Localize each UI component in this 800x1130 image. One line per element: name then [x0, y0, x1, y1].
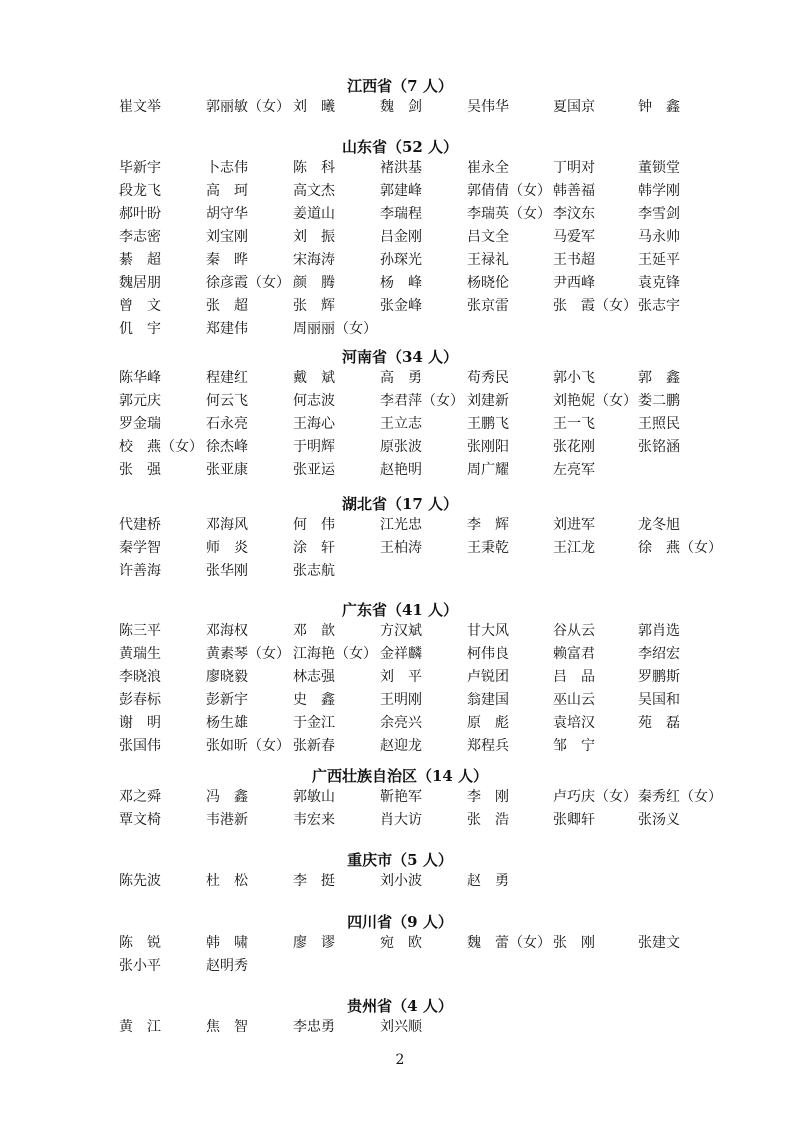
person-name: 张如昕（女）	[206, 738, 290, 754]
person-name: 王海心	[293, 416, 335, 432]
name-row	[119, 1016, 800, 1039]
person-name: 刘 平	[380, 669, 422, 685]
person-name: 张华刚	[206, 563, 248, 579]
person-name: 江海艳（女）	[293, 646, 377, 662]
person-name: 黄素琴（女）	[206, 646, 290, 662]
person-name: 郭元庆	[119, 393, 161, 409]
person-name: 左亮军	[553, 462, 595, 478]
person-name: 张京雷	[467, 298, 509, 314]
name-row	[119, 96, 800, 119]
person-name: 校 燕（女）	[119, 439, 203, 455]
person-name: 郭肖选	[638, 623, 680, 639]
name-row	[119, 870, 800, 893]
person-name: 廖 谬	[293, 935, 335, 951]
person-name: 杨晓伦	[467, 275, 509, 291]
person-name: 段龙飞	[119, 183, 161, 199]
name-row	[119, 413, 800, 436]
person-name: 王书超	[553, 252, 595, 268]
person-name: 许善海	[119, 563, 161, 579]
name-row	[119, 689, 800, 712]
person-name: 胡守华	[206, 206, 248, 222]
person-name: 原张波	[380, 439, 422, 455]
person-name: 徐 燕（女）	[638, 540, 722, 556]
person-name: 巫山云	[553, 692, 595, 708]
person-name: 余亮兴	[380, 715, 422, 731]
person-name: 褚洪基	[380, 160, 422, 176]
person-name: 刘兴顺	[380, 1019, 422, 1035]
province-section	[0, 494, 800, 583]
person-name: 娄二鹏	[638, 393, 680, 409]
person-name: 邓之舜	[119, 789, 161, 805]
person-name: 江光忠	[380, 517, 422, 533]
person-name: 张 霞（女）	[553, 298, 637, 314]
person-name: 周广耀	[467, 462, 509, 478]
person-name: 魏居朋	[119, 275, 161, 291]
person-name: 吴伟华	[467, 99, 509, 115]
person-name: 郭丽敏（女）	[206, 99, 290, 115]
person-name: 韩善福	[553, 183, 595, 199]
person-name: 袁培汉	[553, 715, 595, 731]
person-name: 王照民	[638, 416, 680, 432]
person-name: 王柏涛	[380, 540, 422, 556]
name-row	[119, 514, 800, 537]
person-name: 王禄礼	[467, 252, 509, 268]
person-name: 郑建伟	[206, 321, 248, 337]
person-name: 魏 剑	[380, 99, 422, 115]
name-row	[119, 666, 800, 689]
name-row	[119, 809, 800, 832]
province-heading: 广东省（41 人）	[341, 601, 459, 619]
person-name: 李 挺	[293, 873, 335, 889]
person-name: 张志宇	[638, 298, 680, 314]
person-name: 魏 蕾（女）	[467, 935, 551, 951]
person-name: 金祥麟	[380, 646, 422, 662]
person-name: 谢 明	[119, 715, 161, 731]
province-heading: 重庆市（5 人）	[347, 851, 453, 869]
person-name: 卜志伟	[206, 160, 248, 176]
province-section	[0, 766, 800, 832]
name-row	[119, 272, 800, 295]
person-name: 郭倩倩（女）	[467, 183, 551, 199]
name-row	[119, 537, 800, 560]
person-name: 张新春	[293, 738, 335, 754]
person-name: 张亚康	[206, 462, 248, 478]
province-section	[0, 347, 800, 482]
person-name: 黄 江	[119, 1019, 161, 1035]
person-name: 马永帅	[638, 229, 680, 245]
person-name: 卢锐团	[467, 669, 509, 685]
person-name: 李汶东	[553, 206, 595, 222]
person-name: 郭敏山	[293, 789, 335, 805]
person-name: 彭新宇	[206, 692, 248, 708]
person-name: 董锁堂	[638, 160, 680, 176]
person-name: 肖大访	[380, 812, 422, 828]
province-section	[0, 76, 800, 119]
person-name: 杜 松	[206, 873, 248, 889]
person-name: 原 彪	[467, 715, 509, 731]
person-name: 于金江	[293, 715, 335, 731]
name-row	[119, 459, 800, 482]
person-name: 夏国京	[553, 99, 595, 115]
name-row	[119, 295, 800, 318]
person-name: 徐杰峰	[206, 439, 248, 455]
person-name: 陈华峰	[119, 370, 161, 386]
person-name: 罗金瑞	[119, 416, 161, 432]
person-name: 翁建国	[467, 692, 509, 708]
province-heading: 湖北省（17 人）	[341, 495, 459, 513]
person-name: 张 强	[119, 462, 161, 478]
province-heading: 贵州省（4 人）	[347, 997, 453, 1015]
name-row	[119, 157, 800, 180]
person-name: 王明刚	[380, 692, 422, 708]
person-name: 张国伟	[119, 738, 161, 754]
page-number: 2	[395, 1052, 405, 1068]
person-name: 马爱军	[553, 229, 595, 245]
person-name: 邓海风	[206, 517, 248, 533]
province-section	[0, 600, 800, 758]
person-name: 李 刚	[467, 789, 509, 805]
person-name: 陈三平	[119, 623, 161, 639]
person-name: 姜道山	[293, 206, 335, 222]
person-name: 石永亮	[206, 416, 248, 432]
person-name: 杨 峰	[380, 275, 422, 291]
person-name: 卢巧庆（女）	[553, 789, 637, 805]
province-heading: 河南省（34 人）	[341, 348, 459, 366]
person-name: 覃文椅	[119, 812, 161, 828]
name-row	[119, 249, 800, 272]
person-name: 张汤义	[638, 812, 680, 828]
person-name: 韩 啸	[206, 935, 248, 951]
person-name: 丁明对	[553, 160, 595, 176]
person-name: 张 辉	[293, 298, 335, 314]
person-name: 张志航	[293, 563, 335, 579]
province-heading: 山东省（52 人）	[341, 138, 459, 156]
person-name: 崔永全	[467, 160, 509, 176]
person-name: 王江龙	[553, 540, 595, 556]
person-name: 张 刚	[553, 935, 595, 951]
province-section	[0, 137, 800, 341]
person-name: 颜 腾	[293, 275, 335, 291]
person-name: 张花刚	[553, 439, 595, 455]
person-name: 李晓浪	[119, 669, 161, 685]
person-name: 陈 锐	[119, 935, 161, 951]
person-name: 郭小飞	[553, 370, 595, 386]
person-name: 彭春标	[119, 692, 161, 708]
person-name: 程建红	[206, 370, 248, 386]
person-name: 郭 鑫	[638, 370, 680, 386]
person-name: 谷从云	[553, 623, 595, 639]
person-name: 王鹏飞	[467, 416, 509, 432]
person-name: 史 鑫	[293, 692, 335, 708]
person-name: 代建桥	[119, 517, 161, 533]
person-name: 李瑞英（女）	[467, 206, 551, 222]
person-name: 李忠勇	[293, 1019, 335, 1035]
person-name: 张建文	[638, 935, 680, 951]
person-name: 郭建峰	[380, 183, 422, 199]
person-name: 苟秀民	[467, 370, 509, 386]
person-name: 王延平	[638, 252, 680, 268]
name-row	[119, 560, 800, 583]
person-name: 曾 文	[119, 298, 161, 314]
person-name: 邓 歆	[293, 623, 335, 639]
person-name: 冯 鑫	[206, 789, 248, 805]
person-name: 崔文举	[119, 99, 161, 115]
name-row	[119, 712, 800, 735]
person-name: 李君萍（女）	[380, 393, 464, 409]
person-name: 刘 振	[293, 229, 335, 245]
person-name: 张亚运	[293, 462, 335, 478]
person-name: 韦宏来	[293, 812, 335, 828]
person-name: 韩学刚	[638, 183, 680, 199]
person-name: 綦 超	[119, 252, 161, 268]
name-row	[119, 620, 800, 643]
person-name: 李雪剑	[638, 206, 680, 222]
name-row	[119, 390, 800, 413]
person-name: 袁克锋	[638, 275, 680, 291]
person-name: 林志强	[293, 669, 335, 685]
person-name: 孙琛光	[380, 252, 422, 268]
person-name: 邓海权	[206, 623, 248, 639]
person-name: 张小平	[119, 958, 161, 974]
person-name: 赵艳明	[380, 462, 422, 478]
person-name: 秦 晔	[206, 252, 248, 268]
person-name: 吕文全	[467, 229, 509, 245]
person-name: 甘大风	[467, 623, 509, 639]
name-row	[119, 367, 800, 390]
person-name: 宋海涛	[293, 252, 335, 268]
person-name: 罗鹏斯	[638, 669, 680, 685]
person-name: 龙冬旭	[638, 517, 680, 533]
name-row	[119, 955, 800, 978]
person-name: 钟 鑫	[638, 99, 680, 115]
person-name: 吕 品	[553, 669, 595, 685]
person-name: 李 辉	[467, 517, 509, 533]
person-name: 毕新宇	[119, 160, 161, 176]
person-name: 刘宝刚	[206, 229, 248, 245]
person-name: 赵明秀	[206, 958, 248, 974]
person-name: 张卿轩	[553, 812, 595, 828]
person-name: 方汉斌	[380, 623, 422, 639]
name-row	[119, 226, 800, 249]
person-name: 张刚阳	[467, 439, 509, 455]
person-name: 刘艳妮（女）	[553, 393, 637, 409]
person-name: 宛 欧	[380, 935, 422, 951]
person-name: 韦港新	[206, 812, 248, 828]
person-name: 杨生雄	[206, 715, 248, 731]
person-name: 焦 智	[206, 1019, 248, 1035]
person-name: 周丽丽（女）	[293, 321, 377, 337]
person-name: 涂 轩	[293, 540, 335, 556]
name-row	[119, 786, 800, 809]
person-name: 赵 勇	[467, 873, 509, 889]
person-name: 张铭涵	[638, 439, 680, 455]
person-name: 秦秀红（女）	[638, 789, 722, 805]
person-name: 戴 斌	[293, 370, 335, 386]
name-row	[119, 643, 800, 666]
name-row	[119, 735, 800, 758]
person-name: 王一飞	[553, 416, 595, 432]
person-name: 黄瑞生	[119, 646, 161, 662]
person-name: 高 勇	[380, 370, 422, 386]
person-name: 柯伟良	[467, 646, 509, 662]
person-name: 王秉乾	[467, 540, 509, 556]
person-name: 张金峰	[380, 298, 422, 314]
person-name: 吕金刚	[380, 229, 422, 245]
person-name: 廖晓毅	[206, 669, 248, 685]
person-name: 徐彦霞（女）	[206, 275, 290, 291]
person-name: 张 浩	[467, 812, 509, 828]
person-name: 王立志	[380, 416, 422, 432]
person-name: 尹西峰	[553, 275, 595, 291]
person-name: 刘建新	[467, 393, 509, 409]
person-name: 刘 曦	[293, 99, 335, 115]
person-name: 邹 宁	[553, 738, 595, 754]
person-name: 苑 磊	[638, 715, 680, 731]
province-section	[0, 912, 800, 978]
province-heading: 四川省（9 人）	[347, 913, 453, 931]
person-name: 张 超	[206, 298, 248, 314]
person-name: 何云飞	[206, 393, 248, 409]
person-name: 师 炎	[206, 540, 248, 556]
province-heading: 广西壮族自治区（14 人）	[311, 767, 489, 785]
person-name: 仉 宇	[119, 321, 161, 337]
province-section	[0, 996, 800, 1039]
person-name: 李志密	[119, 229, 161, 245]
person-name: 高 珂	[206, 183, 248, 199]
person-name: 赖富君	[553, 646, 595, 662]
person-name: 于明辉	[293, 439, 335, 455]
name-row	[119, 436, 800, 459]
province-section	[0, 850, 800, 893]
person-name: 陈先波	[119, 873, 161, 889]
person-name: 靳艳军	[380, 789, 422, 805]
name-row	[119, 180, 800, 203]
person-name: 李绍宏	[638, 646, 680, 662]
person-name: 郑程兵	[467, 738, 509, 754]
person-name: 赵迎龙	[380, 738, 422, 754]
person-name: 刘小波	[380, 873, 422, 889]
person-name: 高文杰	[293, 183, 335, 199]
name-row	[119, 318, 800, 341]
person-name: 秦学智	[119, 540, 161, 556]
person-name: 刘进军	[553, 517, 595, 533]
person-name: 吴国和	[638, 692, 680, 708]
name-row	[119, 932, 800, 955]
province-heading: 江西省（7 人）	[347, 77, 453, 95]
person-name: 何志波	[293, 393, 335, 409]
name-row	[119, 203, 800, 226]
person-name: 陈 科	[293, 160, 335, 176]
person-name: 李瑞程	[380, 206, 422, 222]
person-name: 郝叶盼	[119, 206, 161, 222]
person-name: 何 伟	[293, 517, 335, 533]
